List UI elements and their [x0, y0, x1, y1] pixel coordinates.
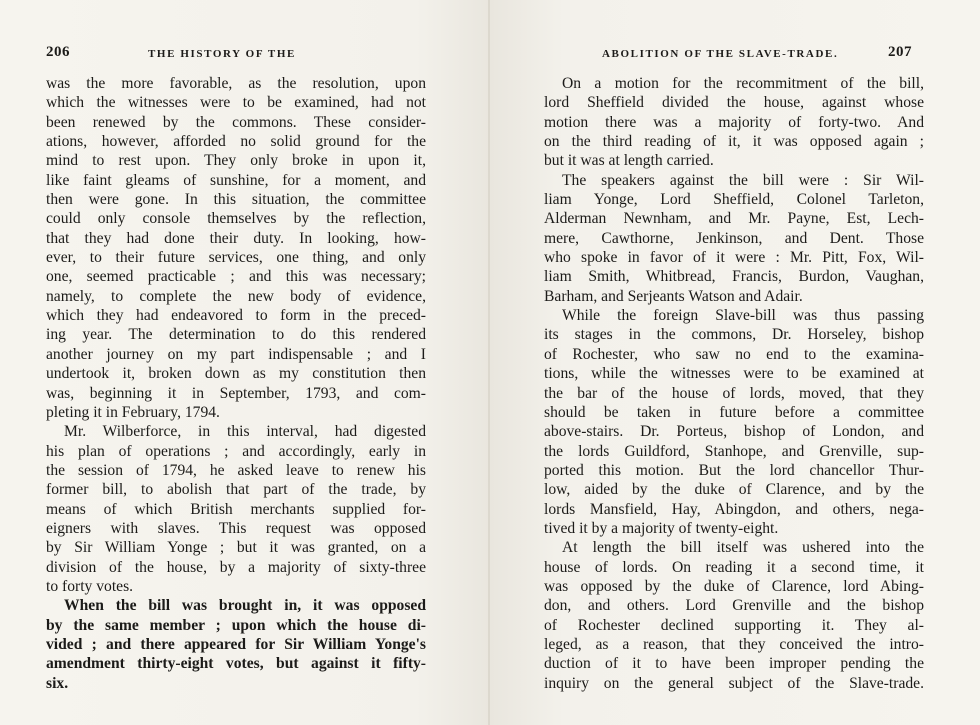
- text-line: should be taken in future before a committee: [544, 403, 924, 421]
- left-page-number: 206: [46, 44, 70, 60]
- left-page-text: [46, 74, 426, 693]
- text-line: its stages in the commons, Dr. Horseley, bishop: [544, 326, 924, 344]
- text-line: ations, however, afforded no solid ground for the: [46, 133, 426, 151]
- text-line: the lords Guildford, Stanhope, and Grenville, sup-: [544, 442, 924, 460]
- text-line: ing year. The determination to do this rendered: [46, 326, 426, 344]
- text-line: eigners with slaves. This request was opposed: [46, 519, 426, 537]
- text-line: lords Mansfield, Hay, Abingdon, and others, nega-: [544, 500, 924, 518]
- text-line: duction of it to have been improper pending the: [544, 655, 924, 673]
- text-line: division of the house, by a majority of sixty-three: [46, 558, 426, 576]
- text-line: was, beginning it in September, 1793, and com-: [46, 384, 426, 402]
- text-line: tions, while the witnesses were to be examined at: [544, 365, 924, 383]
- text-line: liam Yonge, Lord Sheffield, Colonel Tarleton,: [544, 191, 924, 209]
- text-line: mere, Cawthorne, Jenkinson, and Dent. Those: [544, 229, 924, 247]
- text-line: means of which British merchants supplied for-: [46, 500, 426, 518]
- text-line: don, and others. Lord Grenville and the bishop: [544, 597, 924, 615]
- text-line: by Sir William Yonge ; but it was granted, on a: [46, 539, 426, 557]
- text-line: liam Smith, Whitbread, Francis, Burdon, Vaughan,: [544, 268, 924, 286]
- text-line: the session of 1794, he asked leave to renew his: [46, 461, 426, 479]
- right-page-text: [544, 74, 924, 693]
- text-line: lord Sheffield divided the house, against whose: [544, 94, 924, 112]
- text-line: leged, as a reason, that they conceived the intro-: [544, 635, 924, 653]
- text-line: The speakers against the bill were : Sir Wil-: [562, 171, 924, 189]
- text-line: Barham, and Serjeants Watson and Adair.: [544, 287, 803, 305]
- text-line: but it was at length carried.: [544, 152, 714, 170]
- text-line: At length the bill itself was ushered into the: [562, 539, 924, 557]
- text-line: above-stairs. Dr. Porteus, bishop of London, and: [544, 423, 924, 441]
- text-line: former bill, to abolish that part of the trade, by: [46, 481, 426, 499]
- text-line: namely, to complete the new body of evidence,: [46, 287, 426, 305]
- text-line: the bar of the house of lords, moved, that they: [544, 384, 924, 402]
- text-line: his plan of operations ; and accordingly, early in: [46, 442, 426, 460]
- text-line: inquiry on the general subject of the Slave-trade.: [544, 674, 924, 692]
- text-line: house of lords. On reading it a second time, it: [544, 558, 924, 576]
- text-line: of Rochester declined supporting it. They al-: [544, 616, 924, 634]
- text-line: amendment thirty-eight votes, but against it fifty-: [46, 655, 426, 673]
- text-line: who spoke in favor of it were : Mr. Pitt, Fox, Wil-: [544, 249, 924, 267]
- right-page: [490, 0, 980, 725]
- text-line: was the more favorable, as the resolution, upon: [46, 75, 426, 92]
- text-line: another journey on my part indispensable ; and I: [46, 345, 426, 363]
- text-line: ever, to their future services, one thing, and only: [46, 249, 426, 267]
- text-line: Alderman Newnham, and Mr. Payne, Est, Lech-: [544, 210, 924, 228]
- right-running-head: ABOLITION OF THE SLAVE-TRADE.: [602, 48, 839, 60]
- text-line: like faint gleams of sunshine, for a moment, and: [46, 171, 426, 189]
- text-line: Mr. Wilberforce, in this interval, had digested: [64, 423, 426, 441]
- text-line: tived it by a majority of twenty-eight.: [544, 519, 779, 537]
- text-line: to forty votes.: [46, 577, 134, 595]
- text-line: then were gone. In this situation, the committee: [46, 191, 426, 209]
- text-line: which the witnesses were to be examined, had not: [46, 94, 426, 112]
- text-line: six.: [46, 674, 69, 692]
- text-line: While the foreign Slave-bill was thus passing: [562, 307, 924, 325]
- text-line: was opposed by the duke of Clarence, lord Abing-: [544, 577, 924, 595]
- text-line: motion there was a majority of forty-two. And: [544, 113, 924, 131]
- text-line: undertook it, broken down as my constitution then: [46, 365, 426, 383]
- right-page-number: 207: [888, 44, 912, 60]
- text-line: that they had done their duty. In looking, how-: [46, 229, 426, 247]
- text-line: by the same member ; upon which the house di-: [46, 616, 426, 634]
- text-line: one, seemed practicable ; and this was necessary;: [46, 268, 426, 286]
- text-line: on the third reading of it, it was opposed again ;: [544, 133, 924, 151]
- text-line: vided ; and there appeared for Sir William Yonge's: [46, 635, 426, 653]
- text-line: could only console themselves by the reflection,: [46, 210, 426, 228]
- text-line: When the bill was brought in, it was opposed: [64, 597, 426, 615]
- text-line: of Rochester, who saw no end to the examina-: [544, 345, 924, 363]
- left-running-head: THE HISTORY OF THE: [148, 48, 296, 60]
- text-line: pleting it in February, 1794.: [46, 403, 220, 421]
- text-line: On a motion for the recommitment of the bill,: [562, 75, 924, 92]
- text-line: which they had endeavored to form in the preced-: [46, 307, 426, 325]
- text-line: low, aided by the duke of Clarence, and by the: [544, 481, 924, 499]
- text-line: ported this motion. But the lord chancellor Thur-: [544, 461, 924, 479]
- text-line: been renewed by the commons. These consider-: [46, 113, 426, 131]
- text-line: mind to rest upon. They only broke in upon it,: [46, 152, 426, 170]
